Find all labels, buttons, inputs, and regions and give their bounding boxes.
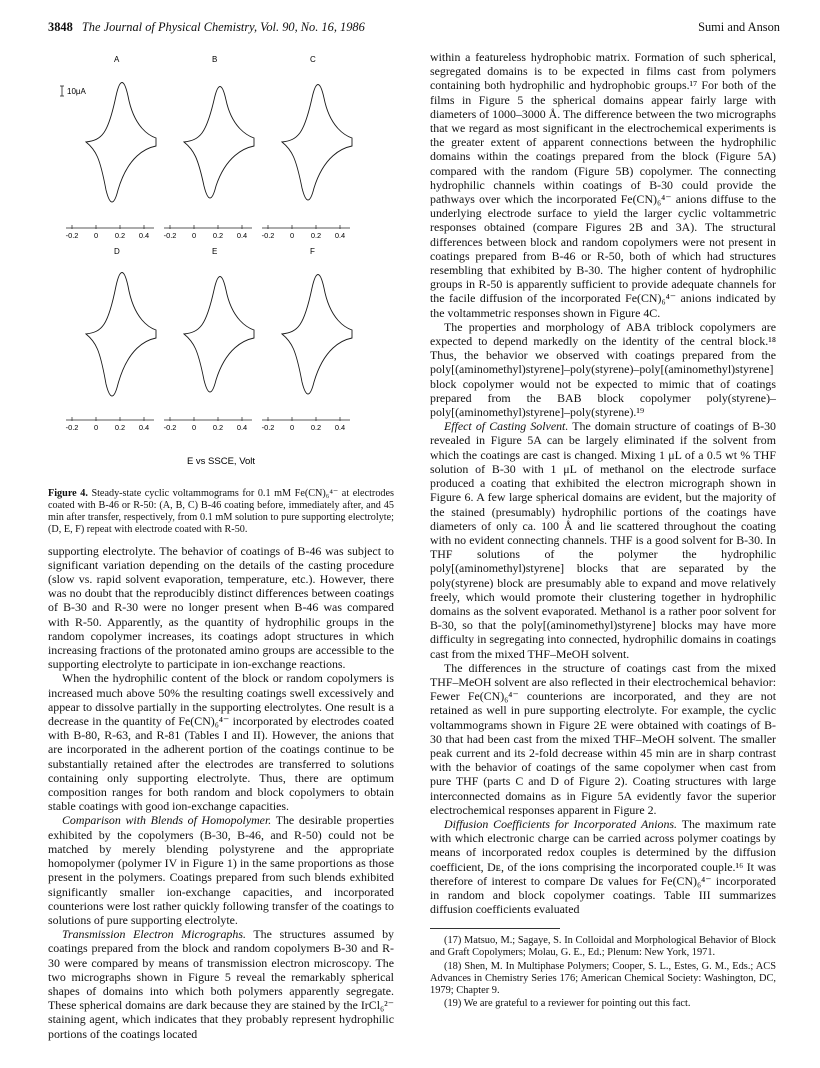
caption-label: Figure 4. — [48, 488, 88, 499]
x-tick-label: 0.4 — [334, 423, 346, 432]
panel-label: C — [310, 55, 316, 64]
panel-label: D — [114, 247, 120, 256]
body-section-paragraph — [430, 419, 776, 660]
x-tick-label: -0.2 — [65, 423, 79, 432]
body-section-paragraph — [430, 817, 776, 916]
reference-item: (18) Shen, M. In Multiphase Polymers; Cooper, S. L., Estes, G. M., Eds.; ACS Advances in Chemistry Series 176; American Chemical Society: Washington, DC, 1979; Chapter 9. — [430, 960, 776, 996]
reference-item: (17) Matsuo, M.; Sagaye, S. In Colloidal and Morphological Behavior of Block and Graft Copolymers; Molau, G. E., Ed.; Plenum: New York, 1971. — [430, 935, 776, 959]
references — [430, 935, 776, 1010]
panel-label: B — [212, 55, 218, 64]
page-number: 3848 — [48, 20, 73, 34]
body-paragraph: When the hydrophilic content of the block or random copolymers is increased much above 50% the resulting coatings swell excessively and appear to dissolve partially in the supporting electrolytes. One result is a decrease in the quantity of Fe(CN)₆⁴⁻ incorporated by electrodes coated with B-80, R-63, and R-81 (Tables I and II). However, the anions that are incorporated in the adherent portion of the coatings continue to be substantially retained after the electrodes are transferred to solutions containing only supporting electrolyte. Thus, there are optimum composition ranges for both random and block copolymers to obtain stable coatings with good ion-exchange capacities. — [48, 671, 394, 814]
section-heading: Effect of Casting Solvent. — [444, 419, 569, 434]
x-tick-label: -0.2 — [261, 423, 275, 432]
x-tick-label: 0.2 — [212, 423, 224, 432]
x-tick-label: 0 — [191, 231, 197, 240]
voltammogram-trace — [184, 277, 254, 393]
x-tick-label: -0.2 — [163, 423, 177, 432]
body-section-paragraph — [48, 927, 394, 1041]
section-text: The desirable properties exhibited by the copolymers (B-30, B-46, and R-50) could not be matched by merely blending polystyrene and the appropriate homopolymer (polymer IV in Figure 1) in the same proportions as those present in the polymers. Coatings prepared from such blends exhibited significantly smaller ion-exchange capacities, and incorporated counterions were lost rather quickly following transfer of the coatings to solutions of pure supporting electrolyte. — [48, 813, 394, 927]
scale-bar-label: 10μA — [67, 87, 86, 96]
x-tick-label: 0.2 — [310, 423, 322, 432]
x-tick-label: 0.4 — [334, 231, 346, 240]
voltammogram-panels — [66, 55, 352, 432]
x-tick-label: 0 — [93, 231, 99, 240]
footnote-rule — [430, 928, 560, 929]
x-tick-label: -0.2 — [261, 231, 275, 240]
figure-caption — [48, 488, 394, 536]
x-tick-label: 0.2 — [310, 231, 322, 240]
left-column — [48, 52, 394, 1041]
x-tick-label: 0 — [289, 423, 295, 432]
x-tick-label: 0 — [191, 423, 197, 432]
body-paragraph: supporting electrolyte. The behavior of coatings of B-46 was subject to significant variation depending on the details of the casting procedure (slow vs. rapid solvent evaporation, temperature, etc.). However, there was no doubt that the reproducibly distinct differences between coatings of B-30 and R-30 were no longer present when B-46 was compared with R-50. Apparently, as the quantity of hydrophilic groups in the random copolymer increases, its coatings adopt structures in which increasing fractions of the protonated amino groups are accessible to the supporting electrolyte to participate in ion-exchange reactions. — [48, 543, 394, 672]
x-tick-label: 0 — [289, 231, 295, 240]
x-tick-label: -0.2 — [163, 231, 177, 240]
right-column — [430, 50, 776, 1012]
section-heading: Comparison with Blends of Homopolymer. — [62, 813, 272, 828]
panel-label: F — [310, 247, 315, 256]
x-tick-label: 0.4 — [138, 231, 150, 240]
section-heading: Diffusion Coefficients for Incorporated Anions. — [444, 816, 678, 831]
x-tick-label: 0.2 — [114, 231, 126, 240]
section-text: The maximum rate with which electronic charge can be carried across polymer coatings by means of incorporated redox couples is determined by the diffusion coefficient, Dᴇ, of the ions comprising the incorporated couple.¹⁶ It was therefore of interest to compare Dᴇ values for Fe(CN)₆⁴⁻ incorporated in random and block copolymer coatings. Table III summarizes diffusion coefficients evaluated — [430, 816, 776, 917]
author-names: Sumi and Anson — [698, 20, 780, 34]
body-paragraph: The differences in the structure of coatings cast from the mixed THF–MeOH solvent are also reflected in their electrochemical behavior: Fewer Fe(CN)₆⁴⁻ counterions are incorporated, and they are not retained as well in pure supporting electrolyte. For example, the cyclic voltammograms shown in Figure 2E were obtained with coatings of B-30 that had been cast from the mixed THF–MeOH solvent. The smaller peak current and its 2-fold decrease within 45 min are in sharp contrast with the behavior of coatings of the same copolymer when cast from pure THF (parts C and D of Figure 2). Coating structures with large interconnected domains as in Figure 5A evidently favor the superior electrochemical responses apparent in Figure 2. — [430, 660, 777, 817]
section-heading: Transmission Electron Micrographs. — [62, 927, 246, 942]
voltammogram-trace — [184, 87, 254, 199]
figure-4 — [48, 52, 394, 486]
voltammogram-trace — [86, 83, 156, 203]
running-header — [48, 20, 780, 40]
caption-text: Steady-state cyclic voltammograms for 0.1 mM Fe(CN)₆⁴⁻ at electrodes coated with B-46 or R-50: (A, B, C) B-46 coating before, immediately after, and 45 min after transfer, respectively, from 0.1 mM solution to pure supporting electrolyte; (D, E, F) repeat with electrode coated with R-50. — [48, 488, 394, 535]
panel-label: E — [212, 247, 218, 256]
voltammogram-trace — [86, 273, 156, 397]
section-text: The domain structure of coatings of B-30 revealed in Figure 5A can be largely eliminated if the solvent from which the coatings are cast is changed. Mixing 1 μL of a 0.5 wt % THF solution of B-30 with 1 μL of methanol on the electrode surface produced a coating that exhibited the electron micrograph shown in Figure 6. A few large spherical domains are evident, but the majority of the stained (presumably) hydrophilic portions of the coatings have diameters of only ca. 100 Å and lie scattered throughout the coating with no evident connecting channels. THF is a good solvent for B-30. In THF solutions of the polymer the hydrophilic poly[(aminomethyl)styrene] blocks that are separated by the poly(styrene) block are presumably able to expand and move relatively freely, which would promote their clustering together in hydrophilic domains as the solvent evaporated. Methanol is a rather poor solvent for B-30, so that the poly[(aminomethyl)styrene] blocks may have more difficulty in segregating into connected, hydrophilic domains in coatings cast from the mixed THF–MeOH solvent. — [430, 419, 776, 661]
section-text: The structures assumed by coatings prepared from the block and random copolymers B-30 and R-30 were compared by means of transmission electron microscopy. The two micrographs shown in Figure 5 reveal the remarkably spherical shapes of domains into which both polymers apparently segregate. These spherical domains are dark because they are stained by the IrCl₆²⁻ staining agent, which indicates that they probably represent hydrophilic portions of the coatings located — [48, 927, 394, 1041]
reference-item: (19) We are grateful to a reviewer for pointing out this fact. — [444, 998, 691, 1010]
journal-citation: The Journal of Physical Chemistry, Vol. 90, No. 16, 1986 — [81, 20, 365, 34]
voltammogram-trace — [282, 275, 352, 395]
figure-4-graphic — [48, 52, 394, 486]
voltammogram-trace — [282, 85, 352, 201]
x-tick-label: 0.4 — [236, 231, 248, 240]
x-tick-label: 0.2 — [212, 231, 224, 240]
scale-bar — [60, 86, 87, 96]
x-tick-label: 0 — [93, 423, 99, 432]
body-paragraph: The properties and morphology of ABA triblock copolymers are expected to depend markedly on the identity of the central block.¹⁸ Thus, the behavior we observed with coatings prepared from the poly[(aminomethyl)styrene]–poly(styrene)–poly[(aminomethyl)styrene] block copolymer would not be expected to mimic that of coatings prepared from the BAB block copolymer poly(styrene)–poly[(aminomethyl)styrene]–poly(styrene).¹⁹ — [430, 319, 776, 420]
x-tick-label: 0.4 — [138, 423, 150, 432]
body-paragraph: within a featureless hydrophobic matrix. Formation of such spherical, segregated domains is to be expected in films cast from polymers containing both hydrophilic and hydrophobic groups.¹⁷ For both of the films in Figure 5 the spherical domains appear fairly large with diameters of 1000–3000 Å. The difference between the two micrographs that we regard as most significant in the electrochemical experiments is the greater extent of apparent connections between the hydrophilic domains within the coatings prepared from the block (Figure 5A) compared with the random (Figure 5B) copolymer. The connecting hydrophilic channels within coatings of B-30 could provide the pathways over which the incorporated Fe(CN)₆⁴⁻ anions diffuse to the underlying electrode surface to yield the larger cyclic voltammetric responses obtained (compare Figures 2B and 3A). The structural differences between block and random copolymers were not present in coatings prepared from B-46 or R-50, both of which had structures resembling that exhibited by B-30. The higher content of hydrophilic groups in R-50 is apparently sufficient to provide adequate channels for the facile diffusion of the incorporated Fe(CN)₆⁴⁻ anions indicated by the voltammetric responses shown in Figure 4C. — [430, 50, 776, 320]
body-section-paragraph — [48, 813, 394, 927]
x-axis-label: E vs SSCE, Volt — [186, 456, 256, 467]
x-tick-label: -0.2 — [65, 231, 79, 240]
x-tick-label: 0.2 — [114, 423, 126, 432]
x-tick-label: 0.4 — [236, 423, 248, 432]
panel-label: A — [114, 55, 120, 64]
header-left — [48, 20, 365, 35]
